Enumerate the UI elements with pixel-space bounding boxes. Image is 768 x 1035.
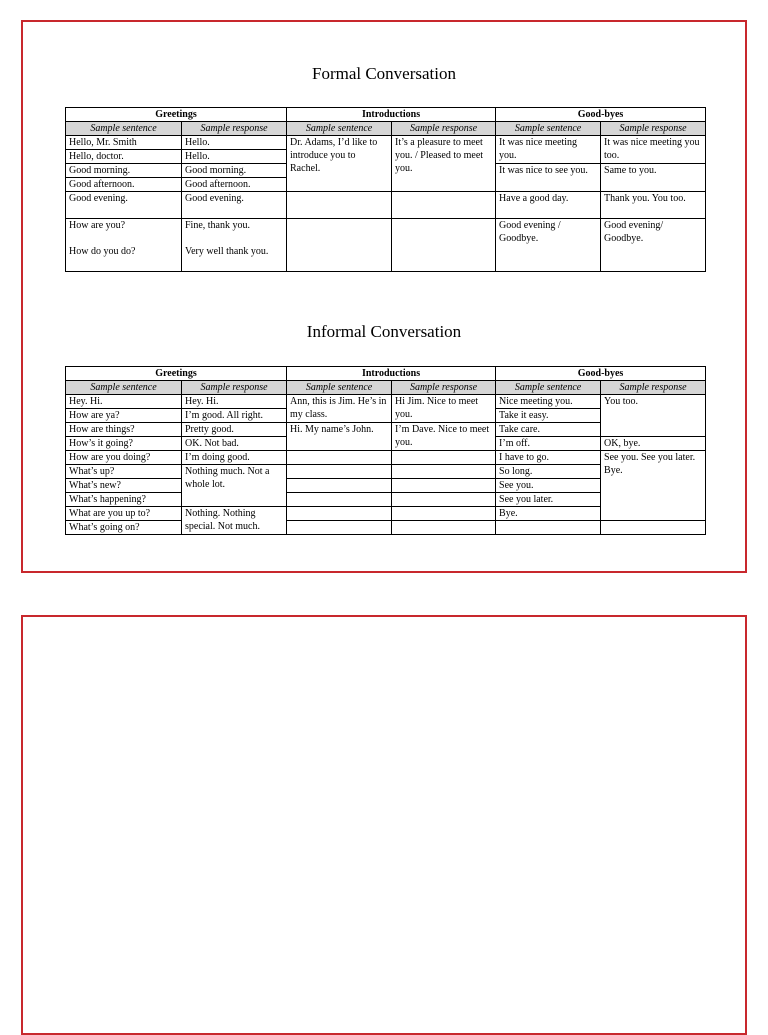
table-cell: Pretty good. bbox=[182, 423, 287, 437]
table-cell bbox=[392, 479, 496, 493]
table-cell: Same to you. bbox=[601, 164, 706, 192]
table-cell bbox=[287, 521, 392, 535]
table-cell: Hey. Hi. bbox=[182, 395, 287, 409]
table-cell: Hello, Mr. Smith bbox=[66, 136, 182, 150]
table-cell: I’m doing good. bbox=[182, 451, 287, 465]
table-cell: Good morning. bbox=[182, 164, 287, 178]
table-cell: You too. bbox=[601, 395, 706, 437]
table-cell: It’s a pleasure to meet you. / Pleased to meet you. bbox=[392, 136, 496, 192]
table-cell: Bye. bbox=[496, 507, 601, 521]
table-cell bbox=[392, 192, 496, 219]
table-cell: OK, bye. bbox=[601, 437, 706, 451]
cell-line: How are you? bbox=[69, 220, 126, 231]
subheader-response: Sample response bbox=[392, 122, 496, 136]
table-cell: Hello. bbox=[182, 136, 287, 150]
table-cell: Good afternoon. bbox=[182, 178, 287, 192]
group-header-goodbyes: Good-byes bbox=[496, 367, 706, 381]
table-cell: OK. Not bad. bbox=[182, 437, 287, 451]
table-cell: Have a good day. bbox=[496, 192, 601, 219]
subheader-response: Sample response bbox=[182, 122, 287, 136]
group-header-introductions: Introductions bbox=[287, 108, 496, 122]
table-row bbox=[66, 219, 706, 272]
table-subheader-row bbox=[66, 381, 706, 395]
subheader-response: Sample response bbox=[601, 381, 706, 395]
table-cell: What are you up to? bbox=[66, 507, 182, 521]
table-cell: It was nice to see you. bbox=[496, 164, 601, 192]
table-cell: Good evening/ Goodbye. bbox=[601, 219, 706, 272]
table-cell: How are ya? bbox=[66, 409, 182, 423]
cell-line: How do you do? bbox=[69, 246, 136, 257]
table-cell bbox=[287, 493, 392, 507]
formal-conversation-table bbox=[65, 107, 706, 272]
cell-line: Fine, thank you. bbox=[185, 220, 250, 231]
table-cell: Nice meeting you. bbox=[496, 395, 601, 409]
table-cell: See you later. bbox=[496, 493, 601, 507]
table-cell: Hi Jim. Nice to meet you. bbox=[392, 395, 496, 423]
table-cell bbox=[392, 507, 496, 521]
group-header-greetings: Greetings bbox=[66, 367, 287, 381]
table-cell bbox=[287, 451, 392, 465]
table-cell: Nothing. Nothing special. Not much. bbox=[182, 507, 287, 535]
table-cell: Good evening / Goodbye. bbox=[496, 219, 601, 272]
table-cell: Dr. Adams, I’d like to introduce you to Rachel. bbox=[287, 136, 392, 192]
table-cell: What’s going on? bbox=[66, 521, 182, 535]
subheader-sentence: Sample sentence bbox=[287, 122, 392, 136]
table-cell: Hello. bbox=[182, 150, 287, 164]
subheader-sentence: Sample sentence bbox=[287, 381, 392, 395]
table-cell: See you. See you later. Bye. bbox=[601, 451, 706, 521]
table-group-header-row bbox=[66, 367, 706, 381]
subheader-sentence: Sample sentence bbox=[496, 381, 601, 395]
informal-title: Informal Conversation bbox=[306, 322, 462, 341]
table-cell: Good morning. bbox=[66, 164, 182, 178]
document-page-2 bbox=[21, 615, 747, 1035]
group-header-greetings: Greetings bbox=[66, 108, 287, 122]
table-cell bbox=[392, 521, 496, 535]
table-cell bbox=[66, 219, 182, 272]
table-row bbox=[66, 521, 706, 535]
table-cell: Hello, doctor. bbox=[66, 150, 182, 164]
table-row bbox=[66, 395, 706, 409]
table-cell: How are things? bbox=[66, 423, 182, 437]
table-cell: I’m good. All right. bbox=[182, 409, 287, 423]
table-cell bbox=[287, 479, 392, 493]
table-cell: I’m off. bbox=[496, 437, 601, 451]
group-header-goodbyes: Good-byes bbox=[496, 108, 706, 122]
table-cell: So long. bbox=[496, 465, 601, 479]
table-cell: Take care. bbox=[496, 423, 601, 437]
table-cell: It was nice meeting you too. bbox=[601, 136, 706, 164]
table-cell: Hey. Hi. bbox=[66, 395, 182, 409]
table-cell: Take it easy. bbox=[496, 409, 601, 423]
table-cell bbox=[392, 465, 496, 479]
table-cell: Nothing much. Not a whole lot. bbox=[182, 465, 287, 507]
table-row bbox=[66, 136, 706, 150]
subheader-response: Sample response bbox=[182, 381, 287, 395]
table-cell: Good evening. bbox=[182, 192, 287, 219]
table-cell bbox=[601, 521, 706, 535]
table-subheader-row bbox=[66, 122, 706, 136]
subheader-sentence: Sample sentence bbox=[496, 122, 601, 136]
table-cell bbox=[392, 451, 496, 465]
table-cell bbox=[287, 507, 392, 521]
table-cell bbox=[496, 521, 601, 535]
table-cell bbox=[287, 219, 392, 272]
subheader-sentence: Sample sentence bbox=[66, 122, 182, 136]
formal-title: Formal Conversation bbox=[311, 64, 456, 83]
subheader-response: Sample response bbox=[601, 122, 706, 136]
table-cell: What’s new? bbox=[66, 479, 182, 493]
table-cell: Good evening. bbox=[66, 192, 182, 219]
table-cell bbox=[392, 493, 496, 507]
subheader-response: Sample response bbox=[392, 381, 496, 395]
document-page-1 bbox=[21, 20, 747, 573]
table-cell: I have to go. bbox=[496, 451, 601, 465]
table-cell: Good afternoon. bbox=[66, 178, 182, 192]
table-cell: How’s it going? bbox=[66, 437, 182, 451]
cell-line: Very well thank you. bbox=[185, 246, 269, 257]
table-row bbox=[66, 192, 706, 219]
table-cell bbox=[287, 465, 392, 479]
table-cell: Hi. My name’s John. bbox=[287, 423, 392, 451]
table-cell: How are you doing? bbox=[66, 451, 182, 465]
informal-conversation-table bbox=[65, 366, 706, 535]
table-cell: What’s up? bbox=[66, 465, 182, 479]
group-header-introductions: Introductions bbox=[287, 367, 496, 381]
table-cell: It was nice meeting you. bbox=[496, 136, 601, 164]
table-cell: I’m Dave. Nice to meet you. bbox=[392, 423, 496, 451]
table-cell: What’s happening? bbox=[66, 493, 182, 507]
subheader-sentence: Sample sentence bbox=[66, 381, 182, 395]
table-cell bbox=[392, 219, 496, 272]
table-cell: Ann, this is Jim. He’s in my class. bbox=[287, 395, 392, 423]
table-group-header-row bbox=[66, 108, 706, 122]
table-cell: Thank you. You too. bbox=[601, 192, 706, 219]
table-cell: See you. bbox=[496, 479, 601, 493]
table-cell bbox=[182, 219, 287, 272]
table-cell bbox=[287, 192, 392, 219]
table-row bbox=[66, 451, 706, 465]
